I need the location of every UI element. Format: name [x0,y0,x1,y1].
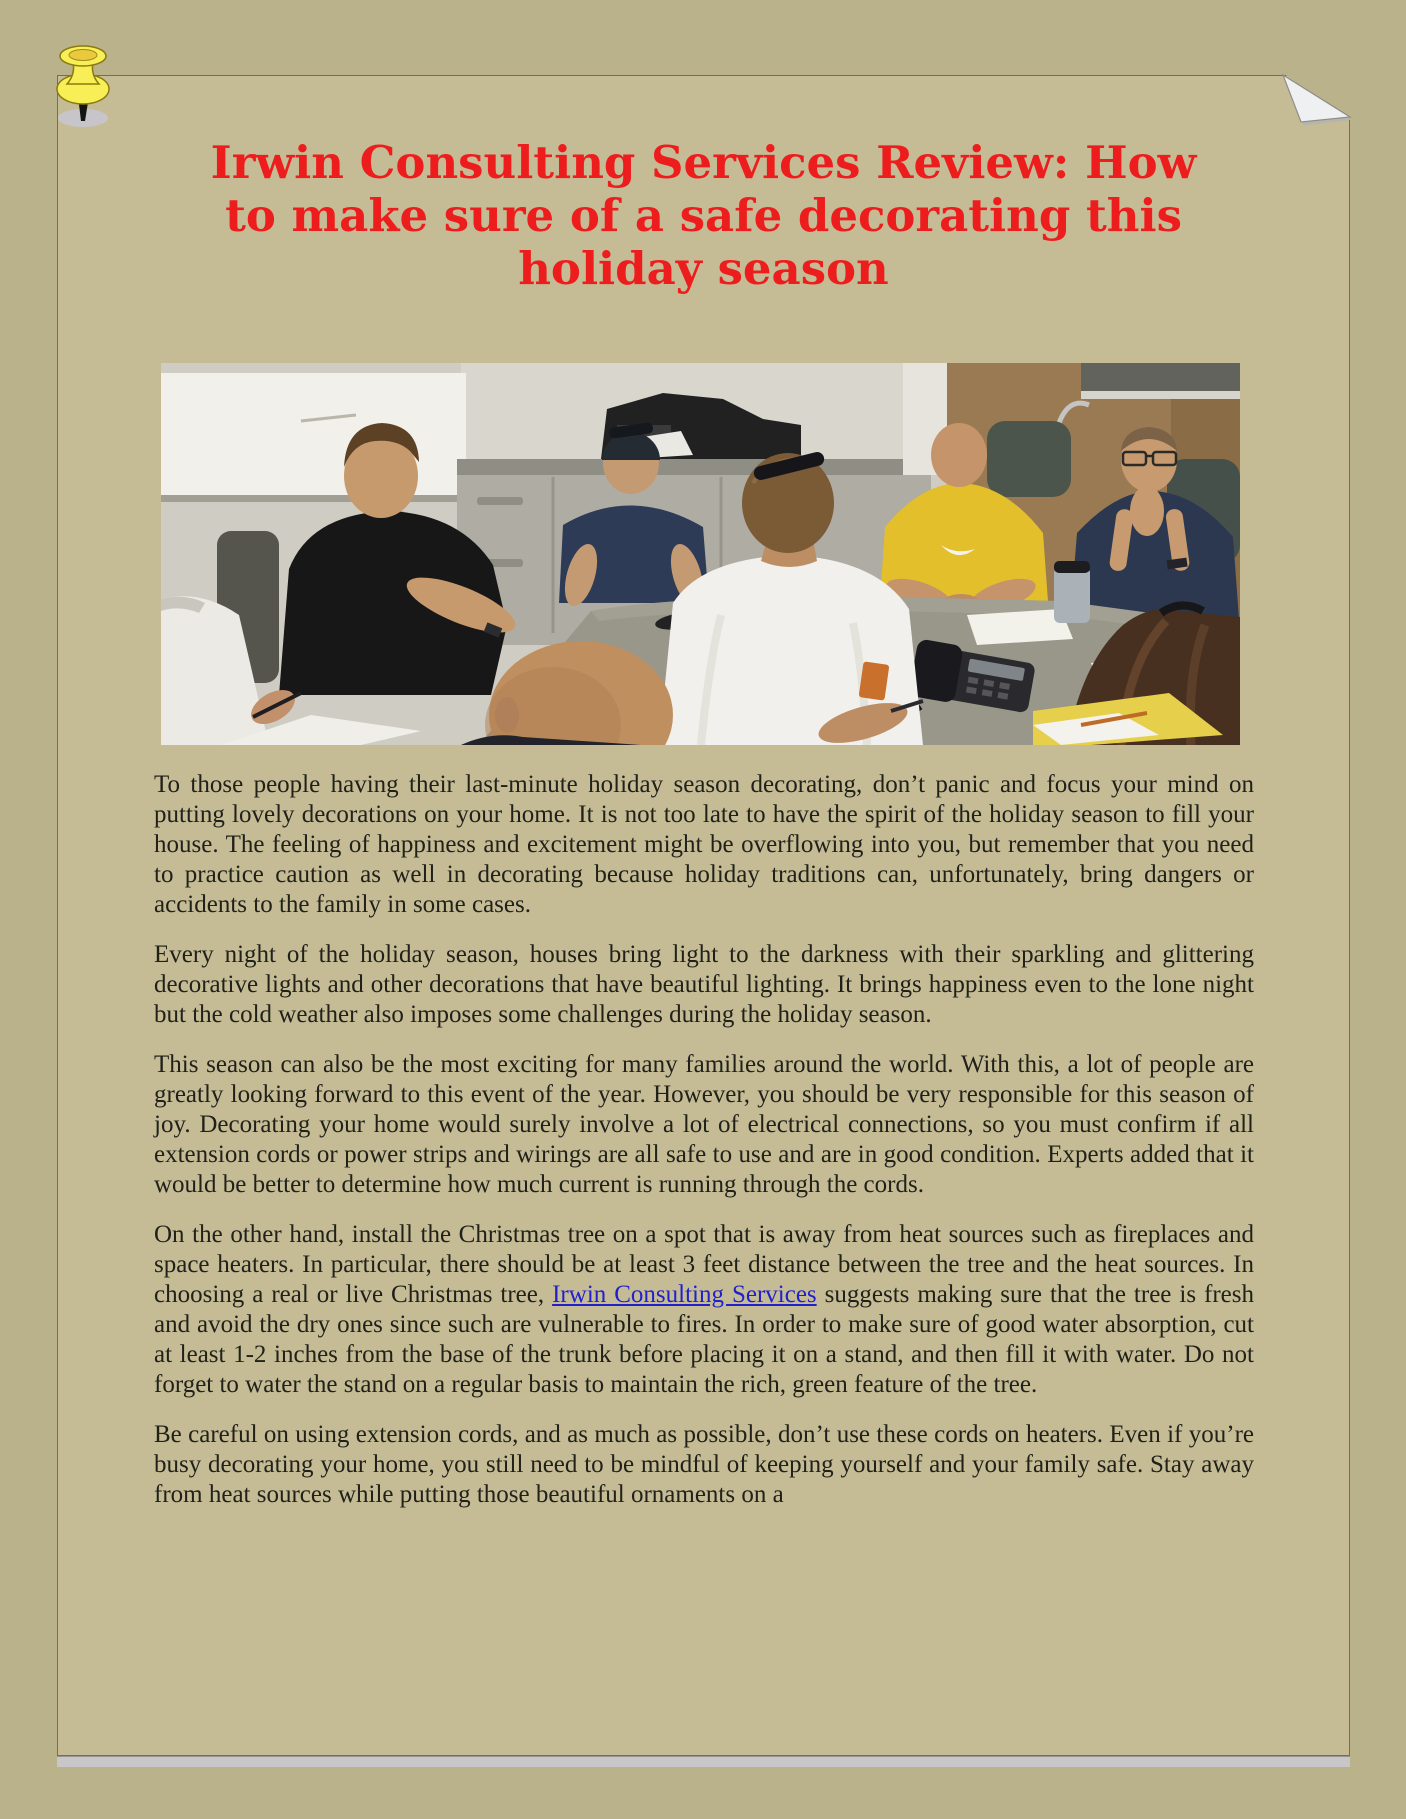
paragraph-4 [154,1220,1254,1400]
paragraph-4-text-before: On the other hand, install the Christmas tree on a spot that is away from heat sources such as fireplaces and space heaters. In particular, there should be at least 3 feet distance between the tree and the heat sources. In choosing a real or live Christmas tree, [154,1221,1254,1308]
title-line-1: Irwin Consulting Services Review: How [210,136,1197,189]
article-sheet [57,75,1350,1756]
paragraph-2: Every night of the holiday season, houses bring light to the darkness with their sparkling and glittering decorative lights and other decorations that have beautiful lighting. It brings happiness even to the lone night but the cold weather also imposes some challenges during the holiday season. [154,941,1254,1028]
photo-tumbler [1054,567,1090,623]
paragraph-3: This season can also be the most exciting for many families around the world. With this, a lot of people are greatly looking forward to this event of the year. However, you should be very responsible for this season of joy. Decorating your home would surely involve a lot of electrical connections, so you must confirm if all extension cords or power strips and wirings are all safe to use and are in good condition. Experts added that it would be better to determine how much current is running through the cords. [154,1051,1254,1198]
title-line-3: holiday season [518,242,889,295]
irwin-consulting-services-link[interactable]: Irwin Consulting Services [552,1281,817,1308]
pushpin-icon [43,42,125,134]
photo-whiteboard [161,373,473,502]
title-line-2: to make sure of a safe decorating this [225,189,1182,242]
paragraph-1: To those people having their last-minute holiday season decorating, don’t panic and focus your mind on putting lovely decorations on your home. It is not too late to have the spirit of the holiday season to fill your house. The feeling of happiness and excitement might be overflowing into you, but remember that you need to practice caution as well in decorating because holiday traditions can, unfortunately, bring dangers or accidents to the family in some cases. [154,771,1254,918]
page-title [58,136,1349,295]
paragraph-4-text-after: suggests making sure that the tree is fresh and avoid the dry ones since such are vulnerable to fires. In order to make sure of good water absorption, cut at least 1-2 inches from the base of the trunk before placing it on a stand, and then fill it with water. Do not forget to water the stand on a regular basis to maintain the rich, green feature of the tree. [154,1281,1254,1398]
page-fold-icon [1268,62,1363,130]
meeting-photo-image [161,363,1240,745]
paragraph-5: Be careful on using extension cords, and as much as possible, don’t use these cords on heaters. Even if you’re busy decorating your home, you still need to be mindful of keeping yourself and your family safe. Stay away from heat sources while putting those beautiful ornaments on a [154,1421,1254,1508]
article-body [154,770,1254,1530]
page-bottom-edge [57,1756,1350,1767]
